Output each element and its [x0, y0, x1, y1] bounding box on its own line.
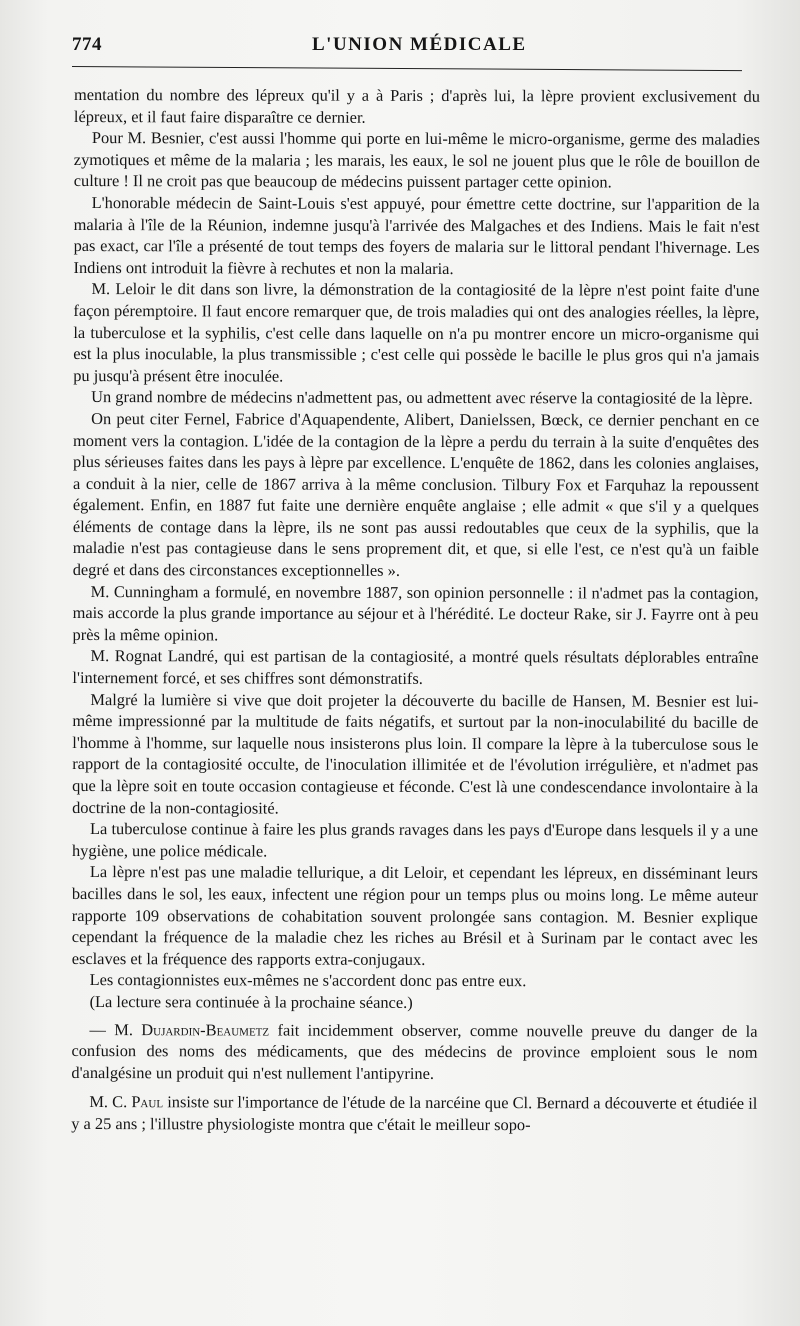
article-body — [71, 84, 760, 1136]
paragraph-continuation: mentation du nombre des lépreux qu'il y a à Paris ; d'après lui, la lèpre provient exclusivement du lépreux, et il faut faire disparaître ce dernier. — [73, 85, 760, 127]
paragraph-rognat: M. Rognat Landré, qui est partisan de la contagiosité, a montré quels résultats déplorables entraîne l'internement forcé, et ses chiffres sont démonstratifs. — [72, 646, 759, 688]
paragraph-cunningham: M. Cunningham a formulé, en novembre 1887, son opinion personnelle : il n'admet pas la contagion, mais accorde la plus grande importance au séjour et à l'hérédité. Le docteur Rake, sir J. Fayrre ont à peu près la même opinion. — [72, 581, 759, 645]
paragraph-dujardin — [71, 1019, 757, 1086]
speaker-paul: Paul — [131, 1092, 164, 1112]
header-rule — [72, 66, 742, 71]
paragraph-reserve: Un grand nombre de médecins n'admettent pas, ou admettent avec réserve la contagiosité de la lèpre. — [91, 387, 753, 409]
dujardin-lead: — M. — [89, 1019, 142, 1039]
paragraph-lecture: (La lecture sera continuée à la prochaine séance.) — [89, 991, 413, 1012]
paragraph-contagionnistes: Les contagionnistes eux-mêmes ne s'accordent donc pas entre eux. — [89, 970, 527, 991]
page-header — [72, 32, 760, 62]
paragraph-leloir: M. Leloir le dit dans son livre, la démonstration de la contagiosité de la lèpre n'est point faite d'une façon péremptoire. Il faut encore remarquer que, de trois maladies qui ont des analogies réelles, la lèpre, la tuberculose et la syphilis, c'est celle dans laquelle on n'a pu montrer encore un micro-organisme qui est la plus inoculable, la plus transmissible ; c'est celle qui possède le bacille le plus gros qui n'a jamais pu jusqu'à présent être inoculée. — [73, 279, 760, 386]
paragraph-paul — [71, 1091, 757, 1136]
paragraph-tuberculose: La tuberculose continue à faire les plus grands ravages dans les pays d'Europe dans lesquels il y a une hygiène, une police médicale. — [71, 819, 759, 861]
paragraph-hansen: Malgré la lumière si vive que doit projeter la découverte du bacille de Hansen, M. Besnier est lui-même impressionné par la multitude de faits négatifs, et surtout par la non-inoculabilité du bacille de l'homme à l'homme, sur laquelle nous insisterons plus loin. Il compare la lèpre à la tuberculose sous le rapport de la contagiosité occulte, de l'inoculation illimitée et de l'évolution irrégulière, et n'admet pas que la lèpre soit en toute occasion contagieuse et féconde. C'est là une condescendance involontaire à la doctrine de la non-contagiosité. — [72, 689, 759, 818]
paragraph-fernel: On peut citer Fernel, Fabrice d'Aquapendente, Alibert, Danielssen, Bœck, ce dernier penchant en ce moment vers la contagion. L'idée de la contagion de la lèpre a perdu du terrain à la suite d'enquêtes des plus sérieuses faites dans les pays à lèpre par excellence. L'enquête de 1862, dans les colonies anglaises, a conduit à la nier, celle de 1867 arriva à la même conclusion. Tilbury Fox et Farquhaz la repoussent également. Enfin, en 1887 fut faite une dernière enquête anglaise ; elle admit « que s'il y a quelques éléments de contage dans la lèpre, ils ne sont pas aussi redoutables que ceux de la syphilis, que la maladie n'est pas contagieuse dans le sens proprement dit, et que, si elle l'est, ce n'est qu'à un faible degré et dans des circonstances exceptionnelles ». — [72, 408, 760, 580]
speaker-dujardin-beaumetz: Dujardin-Beaumetz — [141, 1019, 270, 1040]
running-head: L'UNION MÉDICALE — [312, 34, 527, 55]
paragraph-saint-louis: L'honorable médecin de Saint-Louis s'est appuyé, pour émettre cette doctrine, sur l'apparition de la malaria à l'île de la Réunion, indemne jusqu'à l'arrivée des Malgaches et des Indiens. Mais le fait n'est pas exact, car l'île a présenté de tout temps des foyers de malaria sur le littoral pendant l'hivernage. Les Indiens ont introduit la fièvre à rechutes et non la malaria. — [73, 193, 760, 278]
paul-text: insiste sur l'importance de l'étude de la narcéine que Cl. Bernard a découverte et étudiée il y a 25 ans ; l'illustre physiologiste montra que c'était le meilleur sopo- — [71, 1092, 758, 1135]
page-number: 774 — [72, 34, 102, 55]
paragraph-besnier: Pour M. Besnier, c'est aussi l'homme qui porte en lui-même le micro-organisme, germe des maladies zymotiques et même de la malaria ; les marais, les eaux, le sol ne jouent plus que le rôle de bouillon de culture ! Il ne croit pas que beaucoup de médecins puissent partager cette opinion. — [73, 128, 760, 192]
paragraph-tellurique: La lèpre n'est pas une maladie tellurique, a dit Leloir, et cependant les lépreux, en disséminant leurs bacilles dans le sol, les eaux, infectent une région pour un temps plus ou moins long. Le même auteur rapporte 109 observations de cohabitation souvent prolongée sans contagion. M. Besnier explique cependant la fréquence de la maladie chez les riches au Brésil et à Surinam par le contact avec les esclaves et la fréquence des rapports extra-conjugaux. — [71, 862, 758, 969]
paul-lead: M. C. — [89, 1092, 132, 1112]
dujardin-text: fait incidemment observer, comme nouvelle preuve du danger de la confusion des noms des médicaments, que des médecins de province emploient sous le nom d'analgésine un produit qui n'est nullement l'antipyrine. — [71, 1020, 758, 1083]
